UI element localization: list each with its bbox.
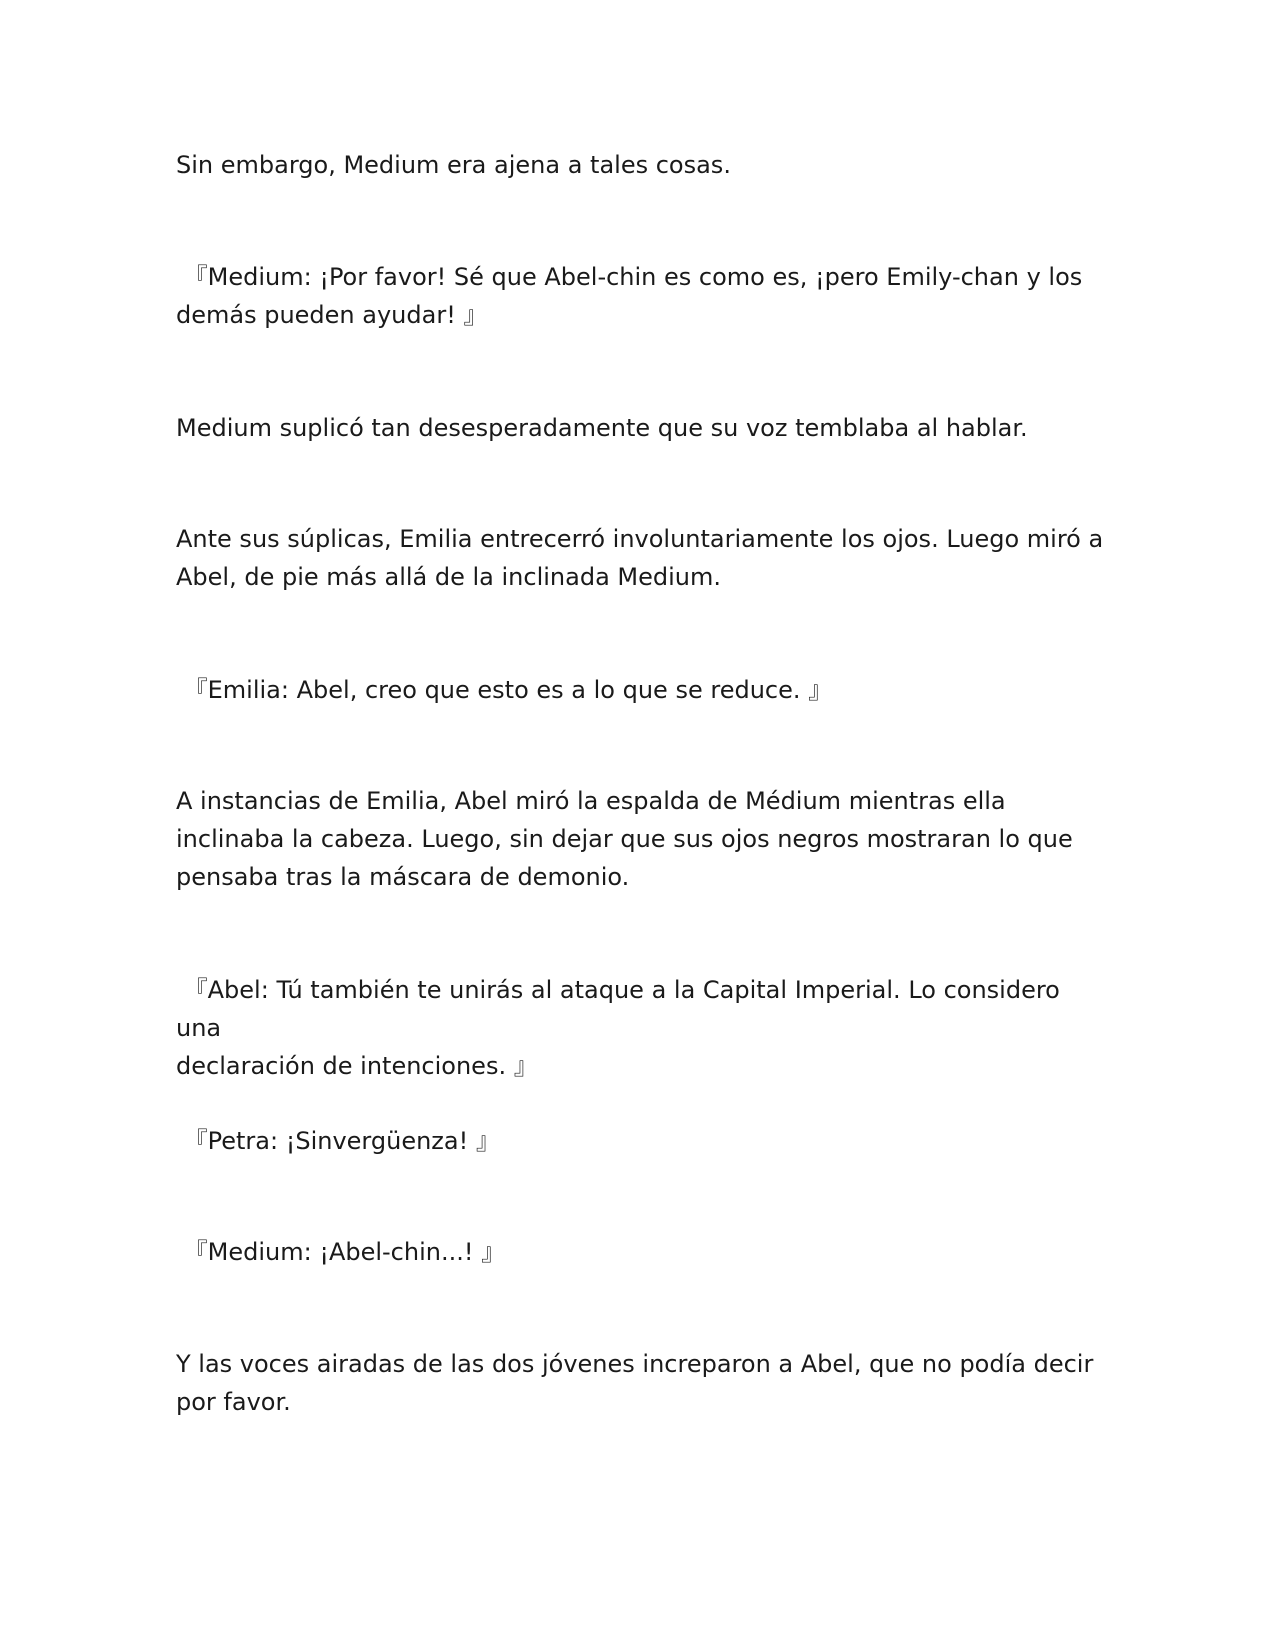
paragraph-narration-4: A instancias de Emilia, Abel miró la espalda de Médium mientras ella inclinaba la cabeza. Luego, sin dejar que sus ojos negros mostraran lo que pensaba tras la máscara de demonio. bbox=[176, 787, 1073, 891]
paragraph-dialogue-medium-2: 『Medium: ¡Abel-chin...! 』 bbox=[176, 1238, 506, 1266]
paragraph-narration-3: Ante sus súplicas, Emilia entrecerró involuntariamente los ojos. Luego miró a Abel, de pie más allá de la inclinada Medium. bbox=[176, 525, 1104, 591]
paragraph-dialogue-emilia: 『Emilia: Abel, creo que esto es a lo que se reduce. 』 bbox=[176, 676, 833, 704]
paragraph-dialogue-abel: 『Abel: Tú también te unirás al ataque a la Capital Imperial. Lo considero una declaración de intenciones. 』 bbox=[176, 976, 1060, 1080]
paragraph-narration-1: Sin embargo, Medium era ajena a tales cosas. bbox=[176, 151, 731, 179]
paragraph-narration-2: Medium suplicó tan desesperadamente que su voz temblaba al hablar. bbox=[176, 414, 1028, 442]
paragraph-dialogue-petra: 『Petra: ¡Sinvergüenza! 』 bbox=[176, 1127, 500, 1155]
paragraph-dialogue-medium-1: 『Medium: ¡Por favor! Sé que Abel-chin es como es, ¡pero Emily-chan y los demás pueden ayudar! 』 bbox=[176, 263, 1083, 329]
paragraph-narration-5: Y las voces airadas de las dos jóvenes increparon a Abel, que no podía decir por favor. bbox=[176, 1350, 1094, 1416]
